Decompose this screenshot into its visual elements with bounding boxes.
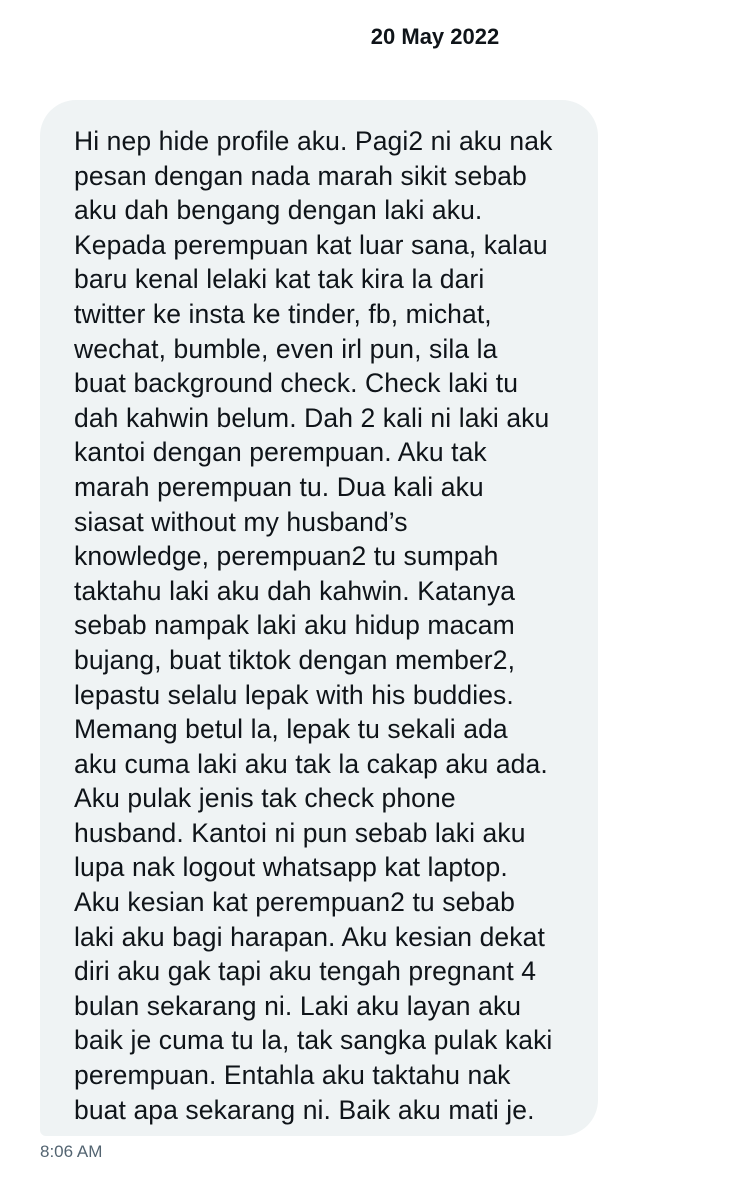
message-line: laki aku bagi harapan. Aku kesian dekat bbox=[74, 921, 545, 952]
message-line: perempuan. Entahla aku taktahu nak bbox=[74, 1060, 511, 1091]
message-text bbox=[74, 124, 578, 1127]
message-line: bulan sekarang ni. Laki aku layan aku bbox=[74, 990, 522, 1021]
message-line: pesan dengan nada marah sikit sebab bbox=[74, 160, 527, 191]
message-line: aku dah bengang dengan laki aku. bbox=[74, 195, 483, 226]
message-line: lupa nak logout whatsapp kat laptop. bbox=[74, 852, 508, 883]
message-line: husband. Kantoi ni pun sebab laki aku bbox=[74, 817, 526, 848]
message-timestamp: 8:06 AM bbox=[40, 1142, 103, 1161]
message-bubble[interactable] bbox=[40, 100, 598, 1136]
message-line: lepastu selalu lepak with his buddies. bbox=[74, 679, 514, 710]
message-line: wechat, bumble, even irl pun, sila la bbox=[74, 333, 498, 364]
message-line: Memang betul la, lepak tu sekali ada bbox=[74, 714, 508, 745]
message-line: sebab nampak laki aku hidup macam bbox=[74, 610, 515, 641]
message-line: Kepada perempuan kat luar sana, kalau bbox=[74, 229, 548, 260]
message-line: buat apa sekarang ni. Baik aku mati je. bbox=[74, 1094, 535, 1125]
message-line: knowledge, perempuan2 tu sumpah bbox=[74, 541, 499, 572]
message-line: buat background check. Check laki tu bbox=[74, 368, 519, 399]
message-line: baik je cuma tu la, tak sangka pulak kaki bbox=[74, 1025, 553, 1056]
date-header: 20 May 2022 bbox=[370, 24, 500, 49]
message-line: kantoi dengan perempuan. Aku tak bbox=[74, 437, 487, 468]
message-line: marah perempuan tu. Dua kali aku bbox=[74, 471, 484, 502]
message-line: taktahu laki aku dah kahwin. Katanya bbox=[74, 575, 516, 606]
message-line: Hi nep hide profile aku. Pagi2 ni aku nak bbox=[74, 126, 553, 156]
message-line: Aku pulak jenis tak check phone bbox=[74, 783, 456, 814]
message-line: siasat without my husband’s bbox=[74, 506, 408, 537]
message-line: diri aku gak tapi aku tengah pregnant 4 bbox=[74, 956, 537, 987]
message-line: dah kahwin belum. Dah 2 kali ni laki aku bbox=[74, 402, 550, 433]
message-line: Aku kesian kat perempuan2 tu sebab bbox=[74, 887, 515, 918]
message-line: bujang, buat tiktok dengan member2, bbox=[74, 644, 516, 675]
message-line: baru kenal lelaki kat tak kira la dari bbox=[74, 264, 485, 295]
message-line: twitter ke insta ke tinder, fb, michat, bbox=[74, 298, 492, 329]
message-line: aku cuma laki aku tak la cakap aku ada. bbox=[74, 748, 548, 779]
